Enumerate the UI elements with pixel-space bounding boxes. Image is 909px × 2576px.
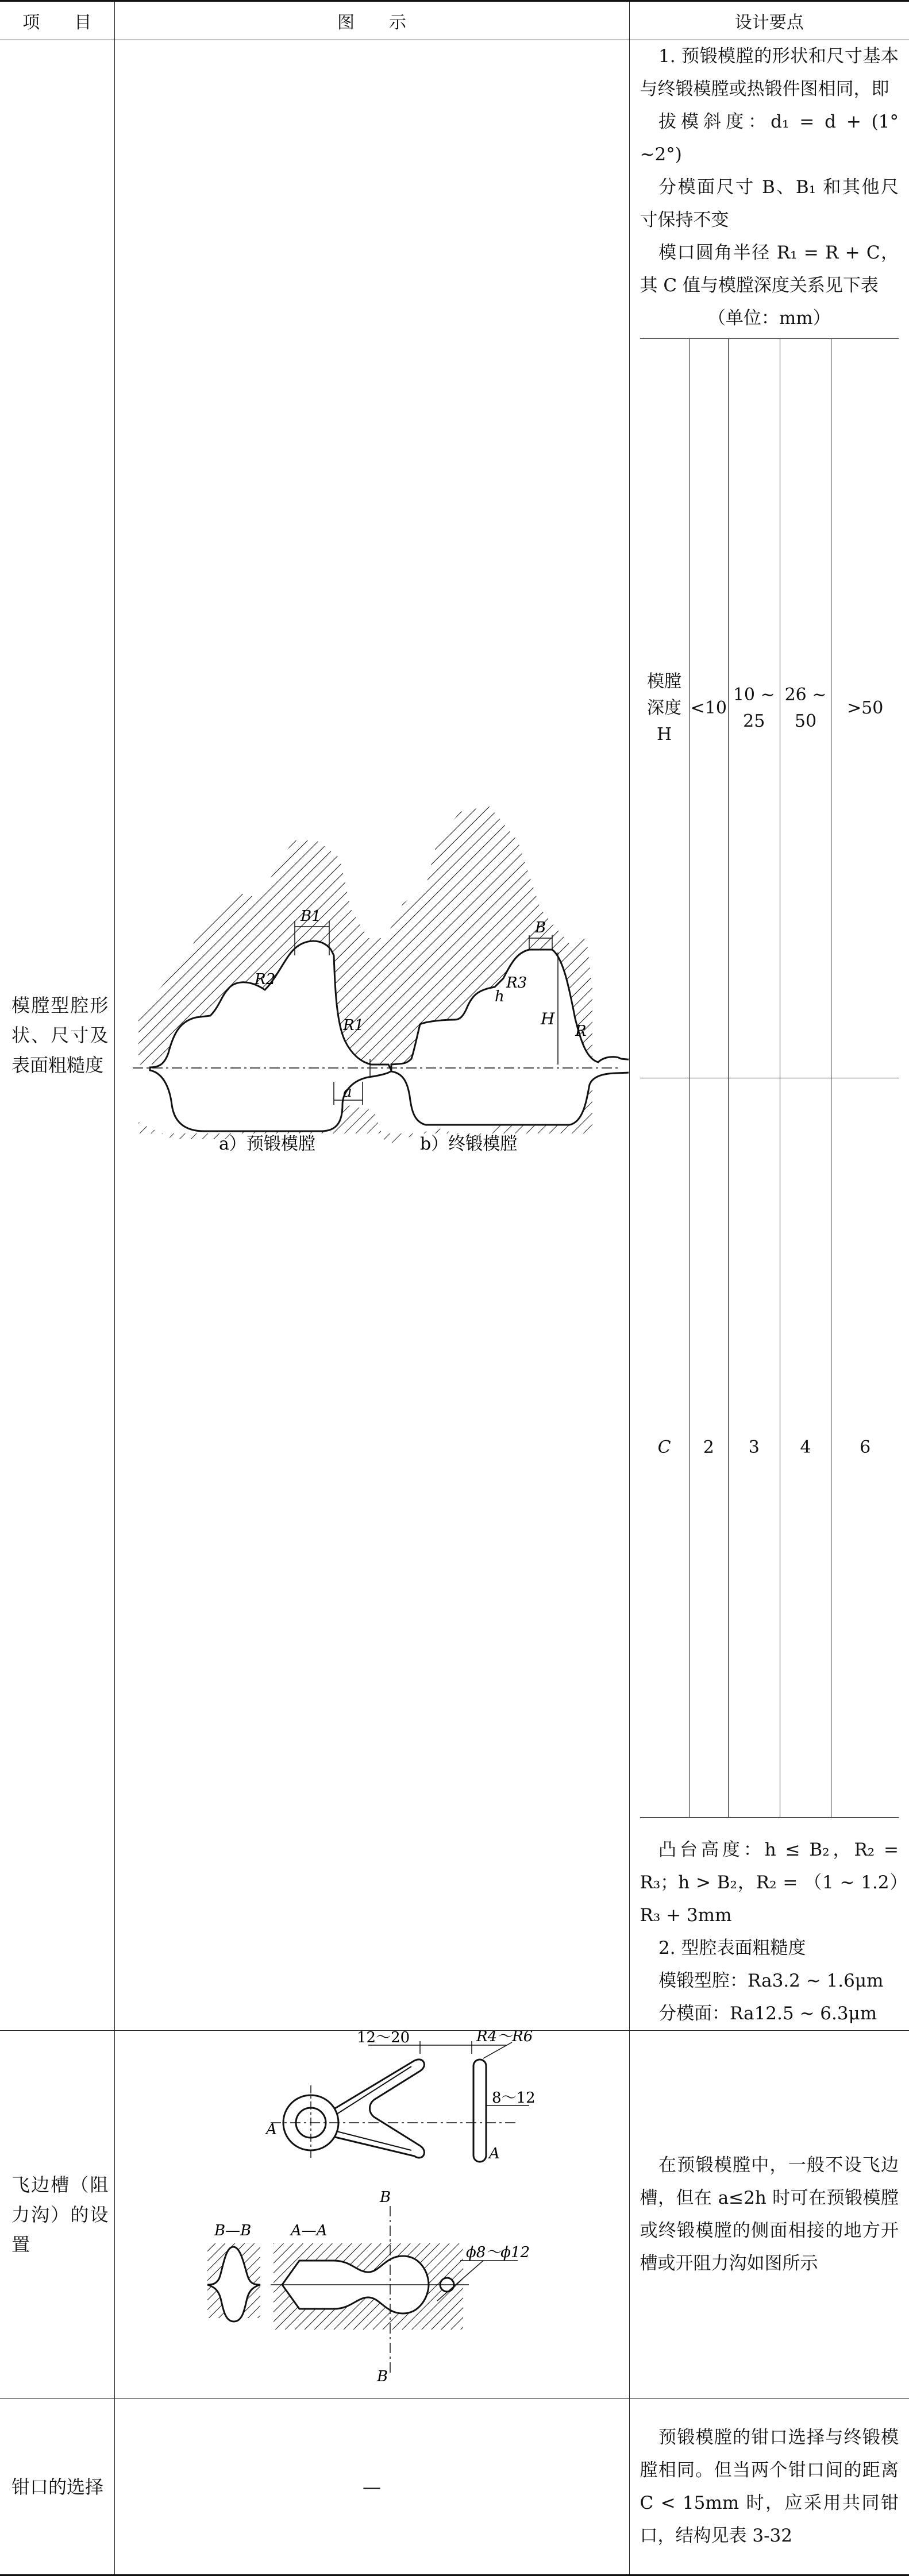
section-a-left: A	[265, 2121, 277, 2138]
figure-flash-groove	[114, 2031, 629, 2399]
note-6: 2. 型腔表面粗糙度	[658, 1938, 806, 1958]
section-bb-label: B—B	[214, 2222, 251, 2239]
label-r: R	[575, 1023, 587, 1040]
notes-jaw	[629, 2399, 909, 2575]
header-notes: 设计要点	[629, 1, 909, 40]
c-table-row-label: C	[640, 1078, 690, 1818]
note-flash: 在预锻模膛中，一般不设飞边槽，但在 a≤2h 时可在预锻模膛或终锻模膛的侧面相接的地方开槽或开阻力沟如图所示	[640, 2155, 899, 2274]
caption-a: a）预锻模膛	[218, 1134, 315, 1154]
dim-r4-r6: R4～R6	[476, 2031, 533, 2045]
c-value-table	[640, 338, 899, 1818]
note-3: 分模面尺寸 B、B₁ 和其他尺寸保持不变	[640, 177, 899, 230]
label-a: a	[342, 1083, 352, 1101]
notes-flash-groove	[629, 2031, 909, 2399]
cavity-diagram	[115, 668, 629, 1400]
section-aa-label: A—A	[290, 2222, 328, 2239]
label-r2: R2	[254, 971, 275, 988]
c-table-depth: >50	[831, 339, 899, 1078]
note-jaw: 预锻模膛的钳口选择与终锻模膛相同。但当两个钳口间的距离 C < 15mm 时，应采用共同钳口，结构见表 3-32	[640, 2427, 899, 2546]
note-unit: （单位：mm）	[707, 308, 831, 329]
note-7: 模锻型腔：Ra3.2 ~ 1.6μm	[658, 1970, 884, 1991]
table-row	[0, 2031, 909, 2399]
label-H: H	[540, 1009, 554, 1028]
section-b-bottom: B	[376, 2368, 388, 2385]
label-r1: R1	[342, 1017, 364, 1034]
dim-8-12: 8～12	[491, 2089, 536, 2107]
figure-dash: —	[363, 2475, 381, 2498]
figure-cavity	[114, 40, 629, 2031]
header-item: 项 目	[0, 1, 114, 40]
notes-cavity	[629, 40, 909, 2031]
row-item-flash-groove: 飞边槽（阻力沟）的设置	[0, 2031, 114, 2399]
c-table-depth: 10 ~ 25	[728, 339, 780, 1078]
figure-jaw	[114, 2399, 629, 2575]
label-r3: R3	[506, 974, 527, 992]
c-table-header	[640, 339, 899, 1078]
c-table-value: 4	[780, 1078, 831, 1818]
note-8: 分模面：Ra12.5 ~ 6.3μm	[658, 2003, 877, 2024]
label-b1: B1	[300, 908, 321, 925]
row-item-cavity: 模膛型腔形状、尺寸及表面粗糙度	[0, 40, 114, 2031]
note-2: 拔模斜度：d₁ = d + (1° ~2°)	[640, 111, 899, 165]
c-table-value: 3	[728, 1078, 780, 1818]
c-table-depth: 26 ~ 50	[780, 339, 831, 1078]
flash-groove-diagram	[115, 2031, 629, 2396]
label-h: h	[494, 988, 504, 1005]
c-table-value: 2	[689, 1078, 728, 1818]
note-4: 模口圆角半径 R₁ = R + C，其 C 值与模膛深度关系见下表	[640, 242, 899, 296]
caption-b: b）终锻模膛	[419, 1134, 517, 1154]
table-header	[0, 1, 909, 40]
c-table-value: 6	[831, 1078, 899, 1818]
dim-12-20: 12～20	[356, 2031, 410, 2046]
c-table-header-label: 模膛深度H	[640, 339, 690, 1078]
table-row	[0, 2399, 909, 2575]
note-1: 1. 预锻模膛的形状和尺寸基本与终锻模膛或热锻件图相同，即	[640, 46, 899, 99]
note-5: 凸台高度：h ≤ B₂，R₂ = R₃；h > B₂，R₂ = （1 ~ 1.2）R₃ + 3mm	[640, 1840, 899, 1926]
table-row	[0, 40, 909, 2031]
row-item-jaw: 钳口的选择	[0, 2399, 114, 2575]
dim-phi8-phi12: ϕ8～ϕ12	[465, 2244, 530, 2261]
resistance-groove	[473, 2060, 486, 2162]
label-b: B	[534, 919, 546, 936]
section-b-top: B	[379, 2189, 391, 2206]
header-figure: 图 示	[114, 1, 629, 40]
c-table-depth: <10	[689, 339, 728, 1078]
c-table-row	[640, 1078, 899, 1818]
section-a-right: A	[488, 2145, 500, 2162]
